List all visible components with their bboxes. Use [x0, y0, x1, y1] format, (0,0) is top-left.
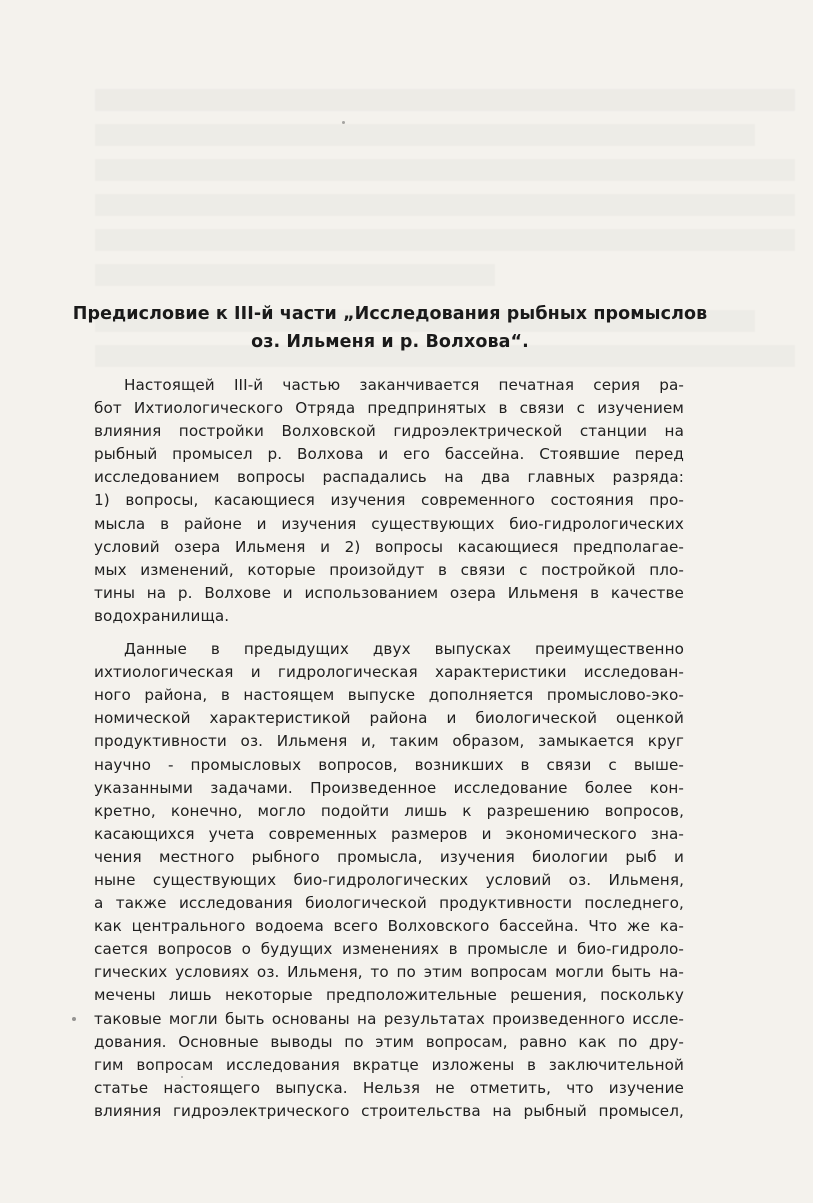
text-line: ихтиологическая и гидрологическая характеристики исследован- [94, 663, 684, 682]
text-line: как центрального водоема всего Волховского бассейна. Что же ка- [94, 917, 684, 936]
text-line: чения местного рыбного промысла, изучения биологии рыб и [94, 847, 684, 866]
text-line: кретно, конечно, могло подойти лишь к разрешению вопросов, [94, 801, 684, 820]
text-line: гим вопросам исследования вкратце изложены в заключительной [94, 1055, 684, 1074]
text-line: 1) вопросы, касающиеся изучения современного состояния про- [94, 491, 684, 510]
text-line: бот Ихтиологического Отряда предпринятых в связи с изучением [94, 399, 684, 418]
text-line: мых изменений, которые произойдут в связи с постройкой пло- [94, 560, 684, 579]
text-line: указанными задачами. Произведенное исследование более кон- [94, 778, 684, 797]
text-line: ного района, в настоящем выпуске дополняется промыслово-эко- [94, 686, 684, 705]
text-line: условий озера Ильменя и 2) вопросы касающиеся предполагае- [94, 537, 684, 556]
print-speck [181, 1076, 183, 1078]
text-line: продуктивности оз. Ильменя и, таким образом, замыкается круг [94, 732, 684, 751]
heading-line-2: оз. Ильменя и р. Волхова“. [251, 332, 529, 352]
text-line: Данные в предыдущих двух выпусках преимущественно [124, 640, 684, 659]
text-line: статье настоящего выпуска. Нельзя не отметить, что изучение [94, 1078, 684, 1097]
text-line: гических условиях оз. Ильменя, то по этим вопросам могли быть на- [94, 963, 684, 982]
text-line: таковые могли быть основаны на результатах произведенного иссле- [94, 1009, 684, 1028]
text-line: сается вопросов о будущих изменениях в промысле и био-гидроло- [94, 940, 684, 959]
text-line: исследованием вопросы распадались на два главных разряда: [94, 468, 684, 487]
body-text [94, 374, 684, 1123]
paragraph-2 [94, 638, 684, 1123]
text-line: а также исследования биологической продуктивности последнего, [94, 894, 684, 913]
text-line: номической характеристикой района и биологической оценкой [94, 709, 684, 728]
text-line: Настоящей III-й частью заканчивается печатная серия ра- [124, 376, 684, 394]
text-line: влияния постройки Волховской гидроэлектрической станции на [94, 422, 684, 441]
text-line: научно - промысловых вопросов, возникших в связи с выше- [94, 755, 684, 774]
text-line: мысла в районе и изучения существующих био-гидрологических [94, 514, 684, 533]
paragraph-1 [94, 374, 684, 628]
text-line: влияния гидроэлектрического строительства на рыбный промысел, [94, 1101, 684, 1120]
text-line: дования. Основные выводы по этим вопросам, равно как по дру- [94, 1032, 684, 1051]
print-speck [72, 1017, 76, 1021]
print-speck [342, 121, 345, 124]
text-line: мечены лишь некоторые предположительные решения, поскольку [94, 986, 684, 1005]
text-line: касающихся учета современных размеров и экономического зна- [94, 824, 684, 843]
text-line: тины на р. Волхове и использованием озера Ильменя в качестве [94, 583, 684, 602]
heading-line-1: Предисловие к III-й части „Исследования рыбных промыслов [72, 304, 708, 324]
text-line: водохранилища. [94, 606, 230, 625]
text-line: рыбный промысел р. Волхова и его бассейна. Стоявшие перед [94, 445, 684, 464]
text-line: ныне существующих био-гидрологических условий оз. Ильменя, [94, 870, 684, 889]
section-heading [70, 300, 710, 356]
